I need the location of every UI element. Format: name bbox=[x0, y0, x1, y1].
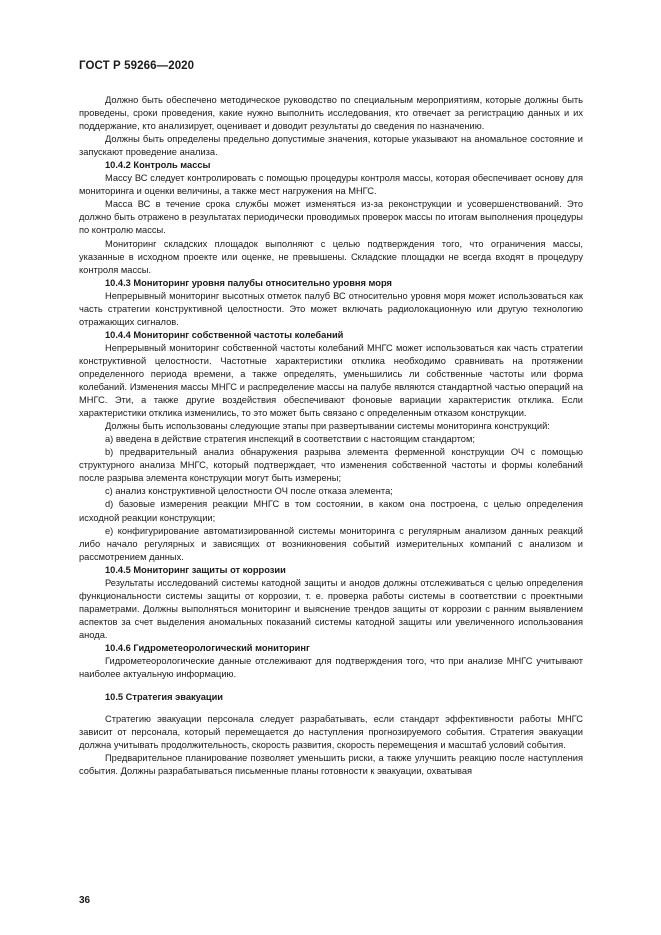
paragraph: Непрерывный мониторинг собственной частоты колебаний МНГС может использоваться как часть стратегии конструктивной целостности. Частотные характеристики отклика необходимо сравнивать на протяжении определенного периода времени, а также определять, уменьшились ли собственные частоты или форма колебаний. Изменения массы МНГС и распределение массы на палубе являются стандартной частью операций на МНГС. Эти, а также другие воздействия обеспечивают фоновые вариации характеристик отклика. Если характеристики отклика изменились, то это может быть связано с определенным отказом конструкции. bbox=[79, 342, 583, 419]
paragraph: Непрерывный мониторинг высотных отметок палуб ВС относительно уровня моря может использоваться как часть стратегии конструктивной целостности. Это может включать радиолокационную или другую технологию отражающих сигналов. bbox=[79, 290, 583, 327]
document-header: ГОСТ Р 59266—2020 bbox=[79, 60, 195, 72]
list-item: b) предварительный анализ обнаружения разрыва элемента ферменной конструкции ОЧ с помощью структурного анализа МНГС, который подтверждает, что изменения собственной частоты и формы колебаний после разрыва элемента конструкции могут быть измерены; bbox=[79, 447, 583, 484]
section-heading: 10.4.3 Мониторинг уровня палубы относительно уровня моря bbox=[105, 277, 392, 288]
page-number: 36 bbox=[79, 895, 91, 906]
paragraph: Должны быть использованы следующие этапы при развертывании системы мониторинга конструкций: bbox=[105, 421, 550, 432]
paragraph: Результаты исследований системы катодной защиты и анодов должны отслеживаться с целью определения функциональности системы защиты от коррозии, т. е. проверка работы системы в соответствии с проектными параметрами. Должны выполняться мониторинг и выяснение трендов защиты от коррозии с ранним выявлением аспектов за счет выделения аномальных показаний системы катодной защиты или увеличенного использования анода. bbox=[79, 577, 583, 640]
document-body bbox=[79, 94, 583, 778]
paragraph: Предварительное планирование позволяет уменьшить риски, а также улучшить реакцию после наступления события. Должны разрабатываться письменные планы готовности к эвакуации, охватывая bbox=[79, 753, 583, 777]
paragraph: Должно быть обеспечено методическое руководство по специальным мероприятиям, которые должны быть проведены, сроки проведения, какие нужно выполнить исследования, кто отвечает за регистрацию данных и их поддержание, кто анализирует, оценивает и доводит результаты до сведения по назначению. bbox=[79, 95, 583, 132]
section-heading: 10.4.4 Мониторинг собственной частоты колебаний bbox=[105, 329, 344, 340]
section-heading: 10.4.2 Контроль массы bbox=[105, 160, 211, 171]
list-item: d) базовые измерения реакции МНГС в том состоянии, в каком она построена, с целью определения исходной реакции конструкции; bbox=[79, 499, 583, 523]
list-item: c) анализ конструктивной целостности ОЧ после отказа элемента; bbox=[105, 486, 393, 497]
paragraph: Стратегию эвакуации персонала следует разрабатывать, если стандарт эффективности работы МНГС зависит от персонала, который перемещается до наступления прогнозируемого события. Стратегия эвакуации должна учитывать продолжительность, скорость развития, скорость перемещения и масштаб условий события. bbox=[79, 714, 583, 751]
paragraph: Должны быть определены предельно допустимые значения, которые указывают на аномальное состояние и запускают проведение анализа. bbox=[79, 134, 583, 158]
section-heading: 10.4.5 Мониторинг защиты от коррозии bbox=[105, 564, 286, 575]
paragraph: Гидрометеорологические данные отслеживают для подтверждения того, что при анализе МНГС учитывают наиболее актуальную информацию. bbox=[79, 656, 583, 680]
list-item: e) конфигурирование автоматизированной системы мониторинга с регулярным анализом данных реакций либо начало регулярных и зависящих от возникновения событий измерительных компаний с анализом и рассмотрением данных. bbox=[79, 525, 583, 562]
paragraph: Мониторинг складских площадок выполняют с целью подтверждения того, что ограничения массы, указанные в исходном проекте или оценке, не превышены. Складские площадки не всегда входят в процедуру контроля массы. bbox=[79, 238, 583, 275]
section-heading: 10.4.6 Гидрометеорологический мониторинг bbox=[105, 642, 310, 653]
section-heading-major: 10.5 Стратегия эвакуации bbox=[105, 692, 224, 703]
paragraph: Массу ВС следует контролировать с помощью процедуры контроля массы, которая обеспечивает основу для мониторинга и оценки величины, а также мест нагружения на МНГС. bbox=[79, 173, 583, 197]
paragraph: Масса ВС в течение срока службы может изменяться из-за реконструкции и усовершенствований. Это должно быть отражено в результатах периодически проводимых проверок массы по итогам выполнения процедуры по контролю массы. bbox=[79, 199, 583, 236]
list-item: a) введена в действие стратегия инспекций в соответствии с настоящим стандартом; bbox=[105, 434, 475, 445]
